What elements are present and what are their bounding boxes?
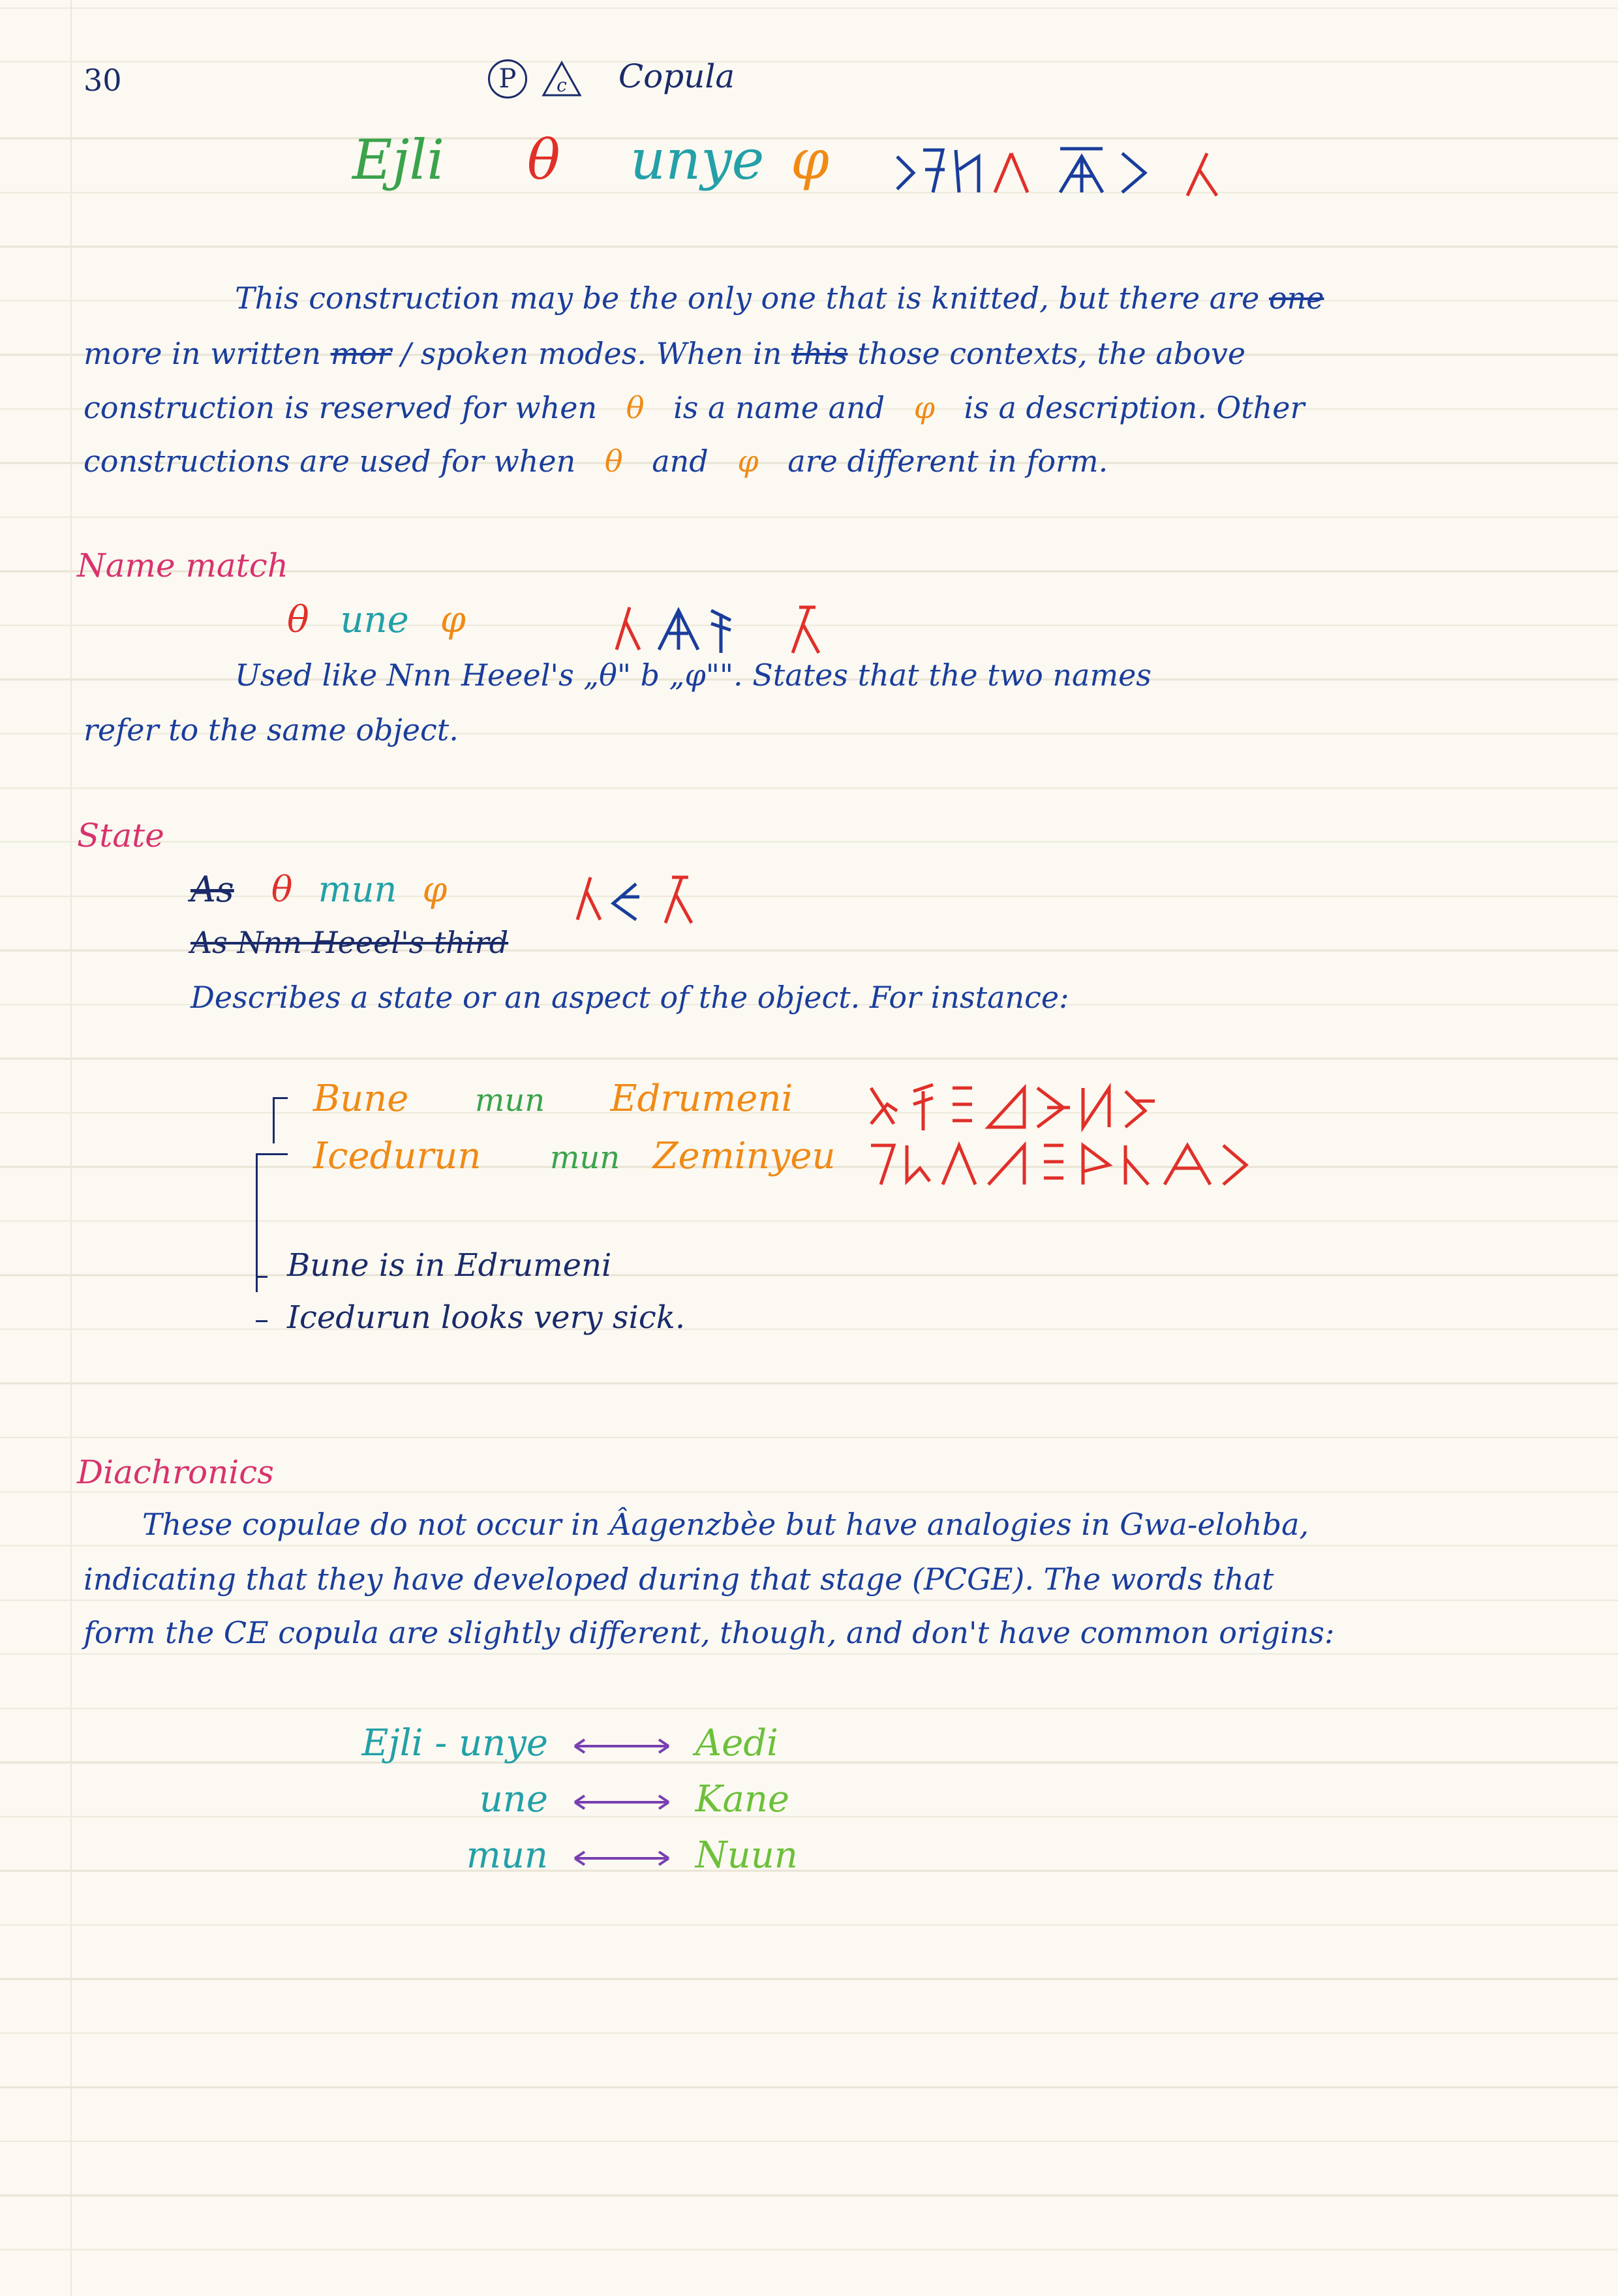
state-struck-line: As Nnn Heeel's third <box>191 925 509 960</box>
state-formula: As θ mun φ <box>191 869 448 910</box>
example-row-2: Icedurun mun Zeminyeu <box>313 1135 836 1177</box>
diachronics-heading: Diachronics <box>77 1453 274 1491</box>
name-match-line-1: Used like Nnn Heeel's „θ" b „φ"". States that the two names <box>235 657 1152 693</box>
name-match-line-2: refer to the same object. <box>84 712 459 748</box>
state-heading: State <box>77 817 164 854</box>
double-arrow-icon <box>573 1738 671 1755</box>
title-phi: φ <box>791 128 829 192</box>
name-match-formula: θ une φ <box>287 599 466 641</box>
diachronics-line-1: These copulae do not occur in Âagenzbèe but have analogies in Gwa-elohba, <box>142 1507 1309 1542</box>
pair-row-3: mun Nuun <box>466 1834 798 1877</box>
example-row-1: Bune mun Edrumeni <box>313 1078 793 1120</box>
margin-line <box>70 0 72 2296</box>
diachronics-line-2: indicating that they have developed during that stage (PCGE). The words that <box>84 1562 1274 1597</box>
title-script-glyphs <box>894 137 1292 211</box>
page-number: 30 <box>84 63 122 98</box>
name-match-heading: Name match <box>77 547 288 584</box>
name-match-script-glyphs <box>613 597 861 659</box>
title-ejli: Ejli <box>352 128 445 192</box>
intro-line-3: construction is reserved for when θ is a name and φ is a description. Other <box>84 390 1305 425</box>
topic-label: Copula <box>618 57 735 95</box>
example-2-script-glyphs <box>868 1132 1272 1194</box>
state-script-glyphs <box>574 868 718 929</box>
intro-line-1: This construction may be the only one that is knitted, but there are one <box>235 280 1324 316</box>
svg-text:c: c <box>557 74 567 96</box>
pair-row-1: Ejli - unye Aedi <box>361 1722 778 1764</box>
intro-line-2: more in written mor / spoken modes. When in this those contexts, the above <box>84 336 1246 371</box>
pair-row-2: une Kane <box>479 1778 790 1820</box>
circle-p-icon: P <box>488 59 527 98</box>
intro-line-4: constructions are used for when θ and φ are different in form. <box>84 444 1108 479</box>
example-bracket-1 <box>273 1097 288 1143</box>
translation-1: Bune is in Edrumeni <box>287 1247 612 1284</box>
page-header <box>488 57 735 98</box>
double-arrow-icon <box>573 1794 671 1811</box>
title-theta: θ <box>527 128 560 192</box>
diachronics-line-3: form the CE copula are slightly different, though, and don't have common origins: <box>84 1615 1335 1650</box>
translation-2: Icedurun looks very sick. <box>287 1299 686 1336</box>
example-1-script-glyphs <box>868 1075 1207 1136</box>
translation-arrow-1 <box>256 1259 267 1278</box>
double-arrow-icon <box>573 1850 671 1867</box>
triangle-c-icon <box>542 61 582 97</box>
translation-arrow-2 <box>256 1302 267 1322</box>
state-description: Describes a state or an aspect of the object. For instance: <box>191 980 1069 1015</box>
title-unye: unye <box>630 128 765 192</box>
